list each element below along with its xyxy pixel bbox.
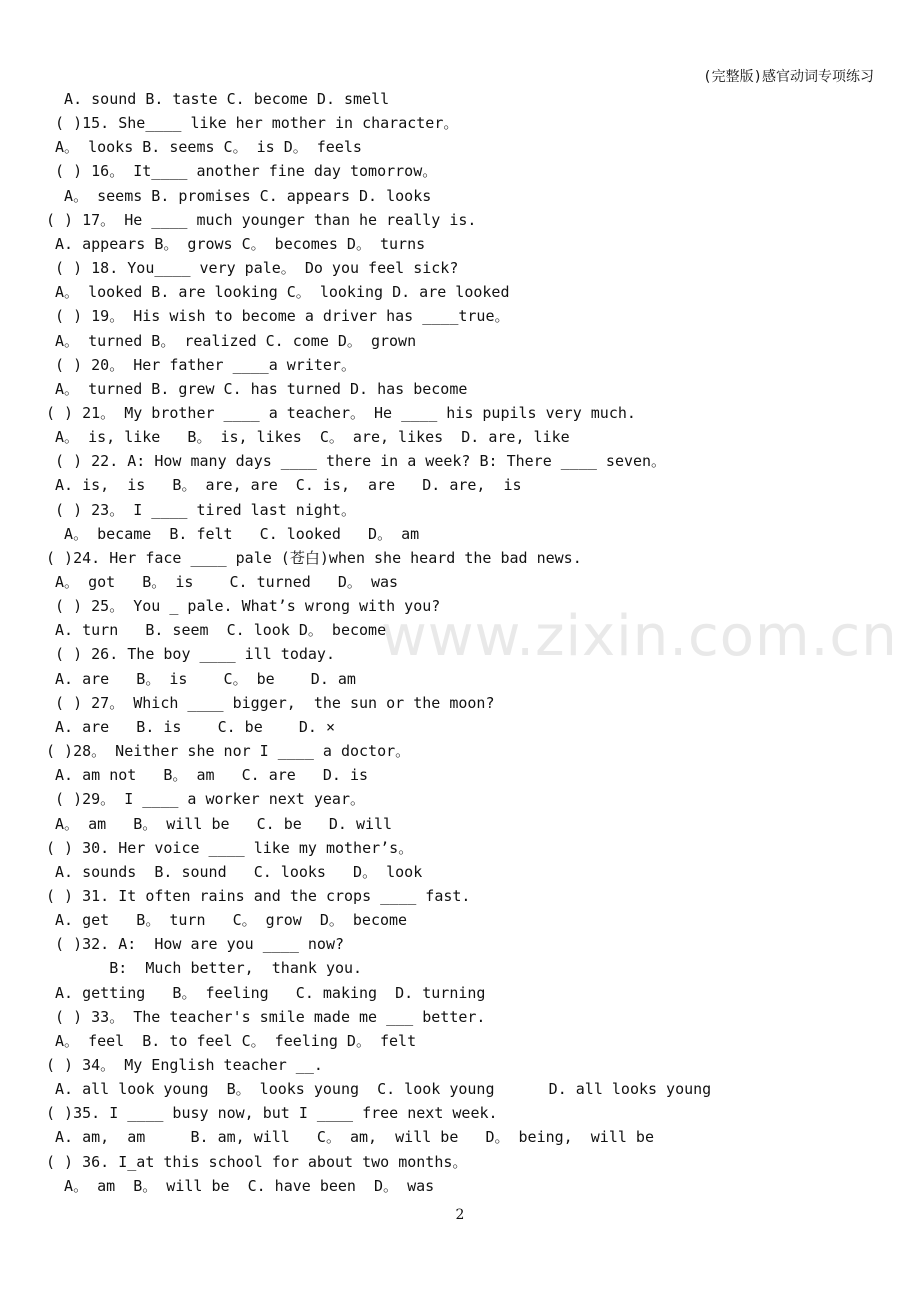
exercise-line: A. am not B。 am C. are D. is [46,766,369,785]
exercise-line: ( )24. Her face ____ pale (苍白)when she heard the bad news. [46,548,582,567]
exercise-line: A。 turned B。 realized C. come D。 grown [46,331,417,350]
exercise-line: A。 feel B. to feel C。 feeling D。 felt [46,1031,417,1050]
exercise-line: ( ) 17。 He ____ much younger than he really is. [46,210,477,229]
exercise-line: ( )28。 Neither she nor I ____ a doctor。 [46,742,411,761]
exercise-line: A. all look young B。 looks young C. look young D. all looks young [46,1080,712,1099]
exercise-line: A. sounds B. sound C. looks D。 look [46,862,423,881]
exercise-line: A。 looked B. are looking C。 looking D. are looked [46,283,510,302]
page-header-title: (完整版)感官动词专项练习 [703,69,874,85]
exercise-line: ( ) 30. Her voice ____ like my mother’s。 [46,838,414,857]
exercise-line: ( )32. A: How are you ____ now? [46,935,345,954]
exercise-line: ( ) 22. A: How many days ____ there in a week? B: There ____ seven。 [46,452,667,471]
exercise-line: ( ) 33。 The teacher's smile made me ___ better. [46,1007,486,1026]
exercise-line: A. get B。 turn C。 grow D。 become [46,911,408,930]
exercise-line: A。 turned B. grew C. has turned D. has become [46,379,468,398]
exercise-line: ( ) 34。 My English teacher __. [46,1056,323,1074]
exercise-line: A. appears B。 grows C。 becomes D。 turns [46,234,426,253]
exercise-line: A. are B。 is C。 be D. am [46,669,356,688]
exercise-line: ( ) 27。 Which ____ bigger, the sun or the moon? [46,693,495,712]
exercise-line: ( ) 25。 You _ pale. What’s wrong with you? [46,597,441,616]
exercise-line: ( )35. I ____ busy now, but I ____ free next week. [46,1104,498,1123]
exercise-line: ( ) 16。 It____ another fine day tomorrow。 [46,162,438,181]
exercise-line: ( )29。 I ____ a worker next year。 [46,790,365,809]
exercise-line: A。 became B. felt C. looked D。 am [46,524,420,543]
exercise-line: ( ) 20。 Her father ____a writer。 [46,355,356,374]
exercise-line: ( ) 36. I_at this school for about two months。 [46,1152,468,1171]
exercise-line: A。 am B。 will be C. have been D。 was [46,1176,435,1195]
exercise-line: ( ) 19。 His wish to become a driver has ____true。 [46,307,510,326]
watermark: www.zixin.com.cn [381,604,898,669]
exercise-line: A。 looks B. seems C。 is D。 feels [46,138,362,157]
exercise-line: A。 got B。 is C. turned D。 was [46,573,399,591]
exercise-line: ( ) 18. You____ very pale。 Do you feel sick? [46,259,459,278]
exercise-line: A。 is, like B。 is, likes C。 are, likes D. are, like [46,428,570,447]
exercise-line: A. sound B. taste C. become D. smell [46,90,390,108]
exercise-line: A. turn B. seem C. look D。 become [46,621,387,640]
exercise-line: ( ) 26. The boy ____ ill today. [46,645,335,664]
exercise-line: A. getting B。 feeling C. making D. turning [46,983,486,1002]
exercise-line: ( )15. She____ like her mother in character。 [46,114,459,133]
exercise-line: ( ) 21。 My brother ____ a teacher。 He ____ his pupils very much. [46,403,636,422]
exercise-line: A。 am B。 will be C. be D. will [46,814,393,833]
page-number: 2 [455,1207,465,1223]
exercise-line: ( ) 23。 I ____ tired last night。 [46,500,356,519]
exercise-line: A. is, is B。 are, are C. is, are D. are, is [46,476,522,495]
exercise-line: A. are B. is C. be D. × [46,717,335,736]
exercise-line: ( ) 31. It often rains and the crops ____ fast. [46,886,471,905]
exercise-line: A。 seems B. promises C. appears D. looks [46,186,432,205]
exercise-line: A. am, am B. am, will C。 am, will be D。 being, will be [46,1128,654,1147]
exercise-line: B: Much better, thank you. [46,959,363,978]
